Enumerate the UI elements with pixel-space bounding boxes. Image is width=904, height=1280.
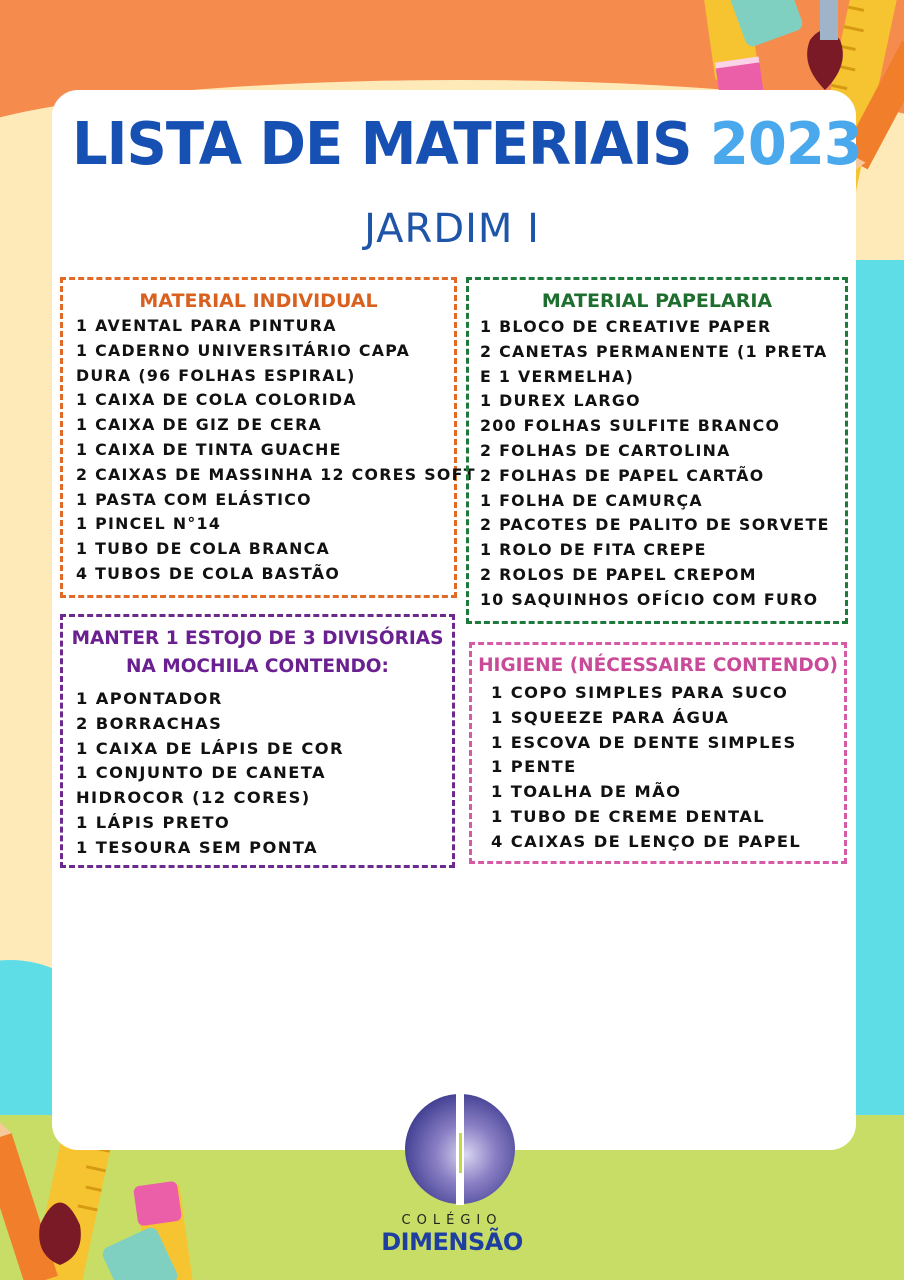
material-individual-box: [60, 277, 476, 598]
list-item: 1 CONJUNTO DE CANETA: [76, 763, 326, 783]
material-papelaria-box: [466, 277, 848, 624]
list-item: 1 PENTE: [491, 757, 577, 777]
list-item: 1 TUBO DE CREME DENTAL: [491, 806, 766, 826]
list-item: 1 BLOCO DE CREATIVE PAPER: [480, 317, 772, 336]
title-year: 2023: [709, 110, 862, 179]
list-item: 1 CAIXA DE GIZ DE CERA: [76, 415, 323, 435]
list-item: 4 CAIXAS DE LENÇO DE PAPEL: [491, 831, 802, 851]
list-item: 1 COPO SIMPLES PARA SUCO: [491, 683, 789, 702]
list-item: 1 FOLHA DE CAMURÇA: [480, 490, 703, 510]
list-item: 2 PACOTES DE PALITO DE SORVETE: [480, 515, 830, 535]
list-item: 2 BORRACHAS: [76, 713, 223, 733]
logo-text-colegio: COLÉGIO: [401, 1213, 503, 1228]
higiene-list: [472, 681, 844, 855]
list-item: 1 TOALHA DE MÃO: [491, 782, 682, 802]
title-text: LISTA DE MATERIAIS: [72, 110, 692, 179]
list-item: 1 PINCEL N°14: [76, 514, 222, 534]
list-item: 1 TESOURA SEM PONTA: [76, 837, 318, 857]
material-individual-title: MATERIAL INDIVIDUAL: [139, 290, 378, 312]
logo-text-dimensao: DIMENSÃO: [381, 1228, 523, 1256]
list-item: HIDROCOR (12 CORES): [76, 788, 311, 808]
list-item: 1 SQUEEZE PARA ÁGUA: [491, 707, 730, 727]
higiene-title: HIGIENE (NÉCESSAIRE CONTENDO): [478, 655, 838, 676]
list-item: 1 DUREX LARGO: [480, 391, 641, 411]
page-title: [72, 110, 862, 179]
list-item: 1 LÁPIS PRETO: [76, 812, 231, 832]
estojo-title: [63, 625, 452, 681]
list-item: DURA (96 FOLHAS ESPIRAL): [76, 365, 356, 385]
school-logo-icon: [404, 1093, 516, 1205]
list-item: 1 CADERNO UNIVERSITÁRIO CAPA: [76, 340, 411, 360]
list-item: 1 ROLO DE FITA CREPE: [480, 540, 707, 560]
list-item: 1 CAIXA DE TINTA GUACHE: [76, 439, 342, 459]
list-item: 4 TUBOS DE COLA BASTÃO: [76, 563, 341, 583]
list-item: 1 AVENTAL PARA PINTURA: [76, 316, 337, 335]
list-item: 1 ESCOVA DE DENTE SIMPLES: [491, 732, 797, 752]
list-item: 10 SAQUINHOS OFÍCIO COM FURO: [480, 589, 819, 609]
list-item: 2 CAIXAS DE MASSINHA 12 CORES SOFT: [76, 464, 476, 484]
list-item: E 1 VERMELHA): [480, 366, 635, 386]
list-item: 1 APONTADOR: [76, 689, 223, 708]
list-item: 1 TUBO DE COLA BRANCA: [76, 539, 331, 559]
list-item: 2 FOLHAS DE CARTOLINA: [480, 440, 731, 460]
list-item: 2 ROLOS DE PAPEL CREPOM: [480, 564, 757, 584]
material-individual-list: [63, 314, 476, 587]
page-subtitle: JARDIM I: [364, 206, 540, 252]
list-item: 1 CAIXA DE LÁPIS DE COR: [76, 738, 344, 758]
list-item: 200 FOLHAS SULFITE BRANCO: [480, 416, 781, 436]
estojo-title-line1: MANTER 1 ESTOJO DE 3 DIVISÓRIAS: [71, 628, 444, 649]
material-papelaria-title: MATERIAL PAPELARIA: [541, 290, 773, 312]
list-item: 2 CANETAS PERMANENTE (1 PRETA: [480, 341, 828, 361]
estojo-box: [60, 614, 455, 868]
material-papelaria-list: [469, 315, 845, 613]
estojo-title-line2: NA MOCHILA CONTENDO:: [126, 656, 389, 677]
list-item: 1 PASTA COM ELÁSTICO: [76, 489, 312, 509]
higiene-box: [469, 642, 847, 864]
list-item: 2 FOLHAS DE PAPEL CARTÃO: [480, 465, 765, 485]
list-item: 1 CAIXA DE COLA COLORIDA: [76, 390, 357, 410]
estojo-list: [63, 687, 452, 861]
